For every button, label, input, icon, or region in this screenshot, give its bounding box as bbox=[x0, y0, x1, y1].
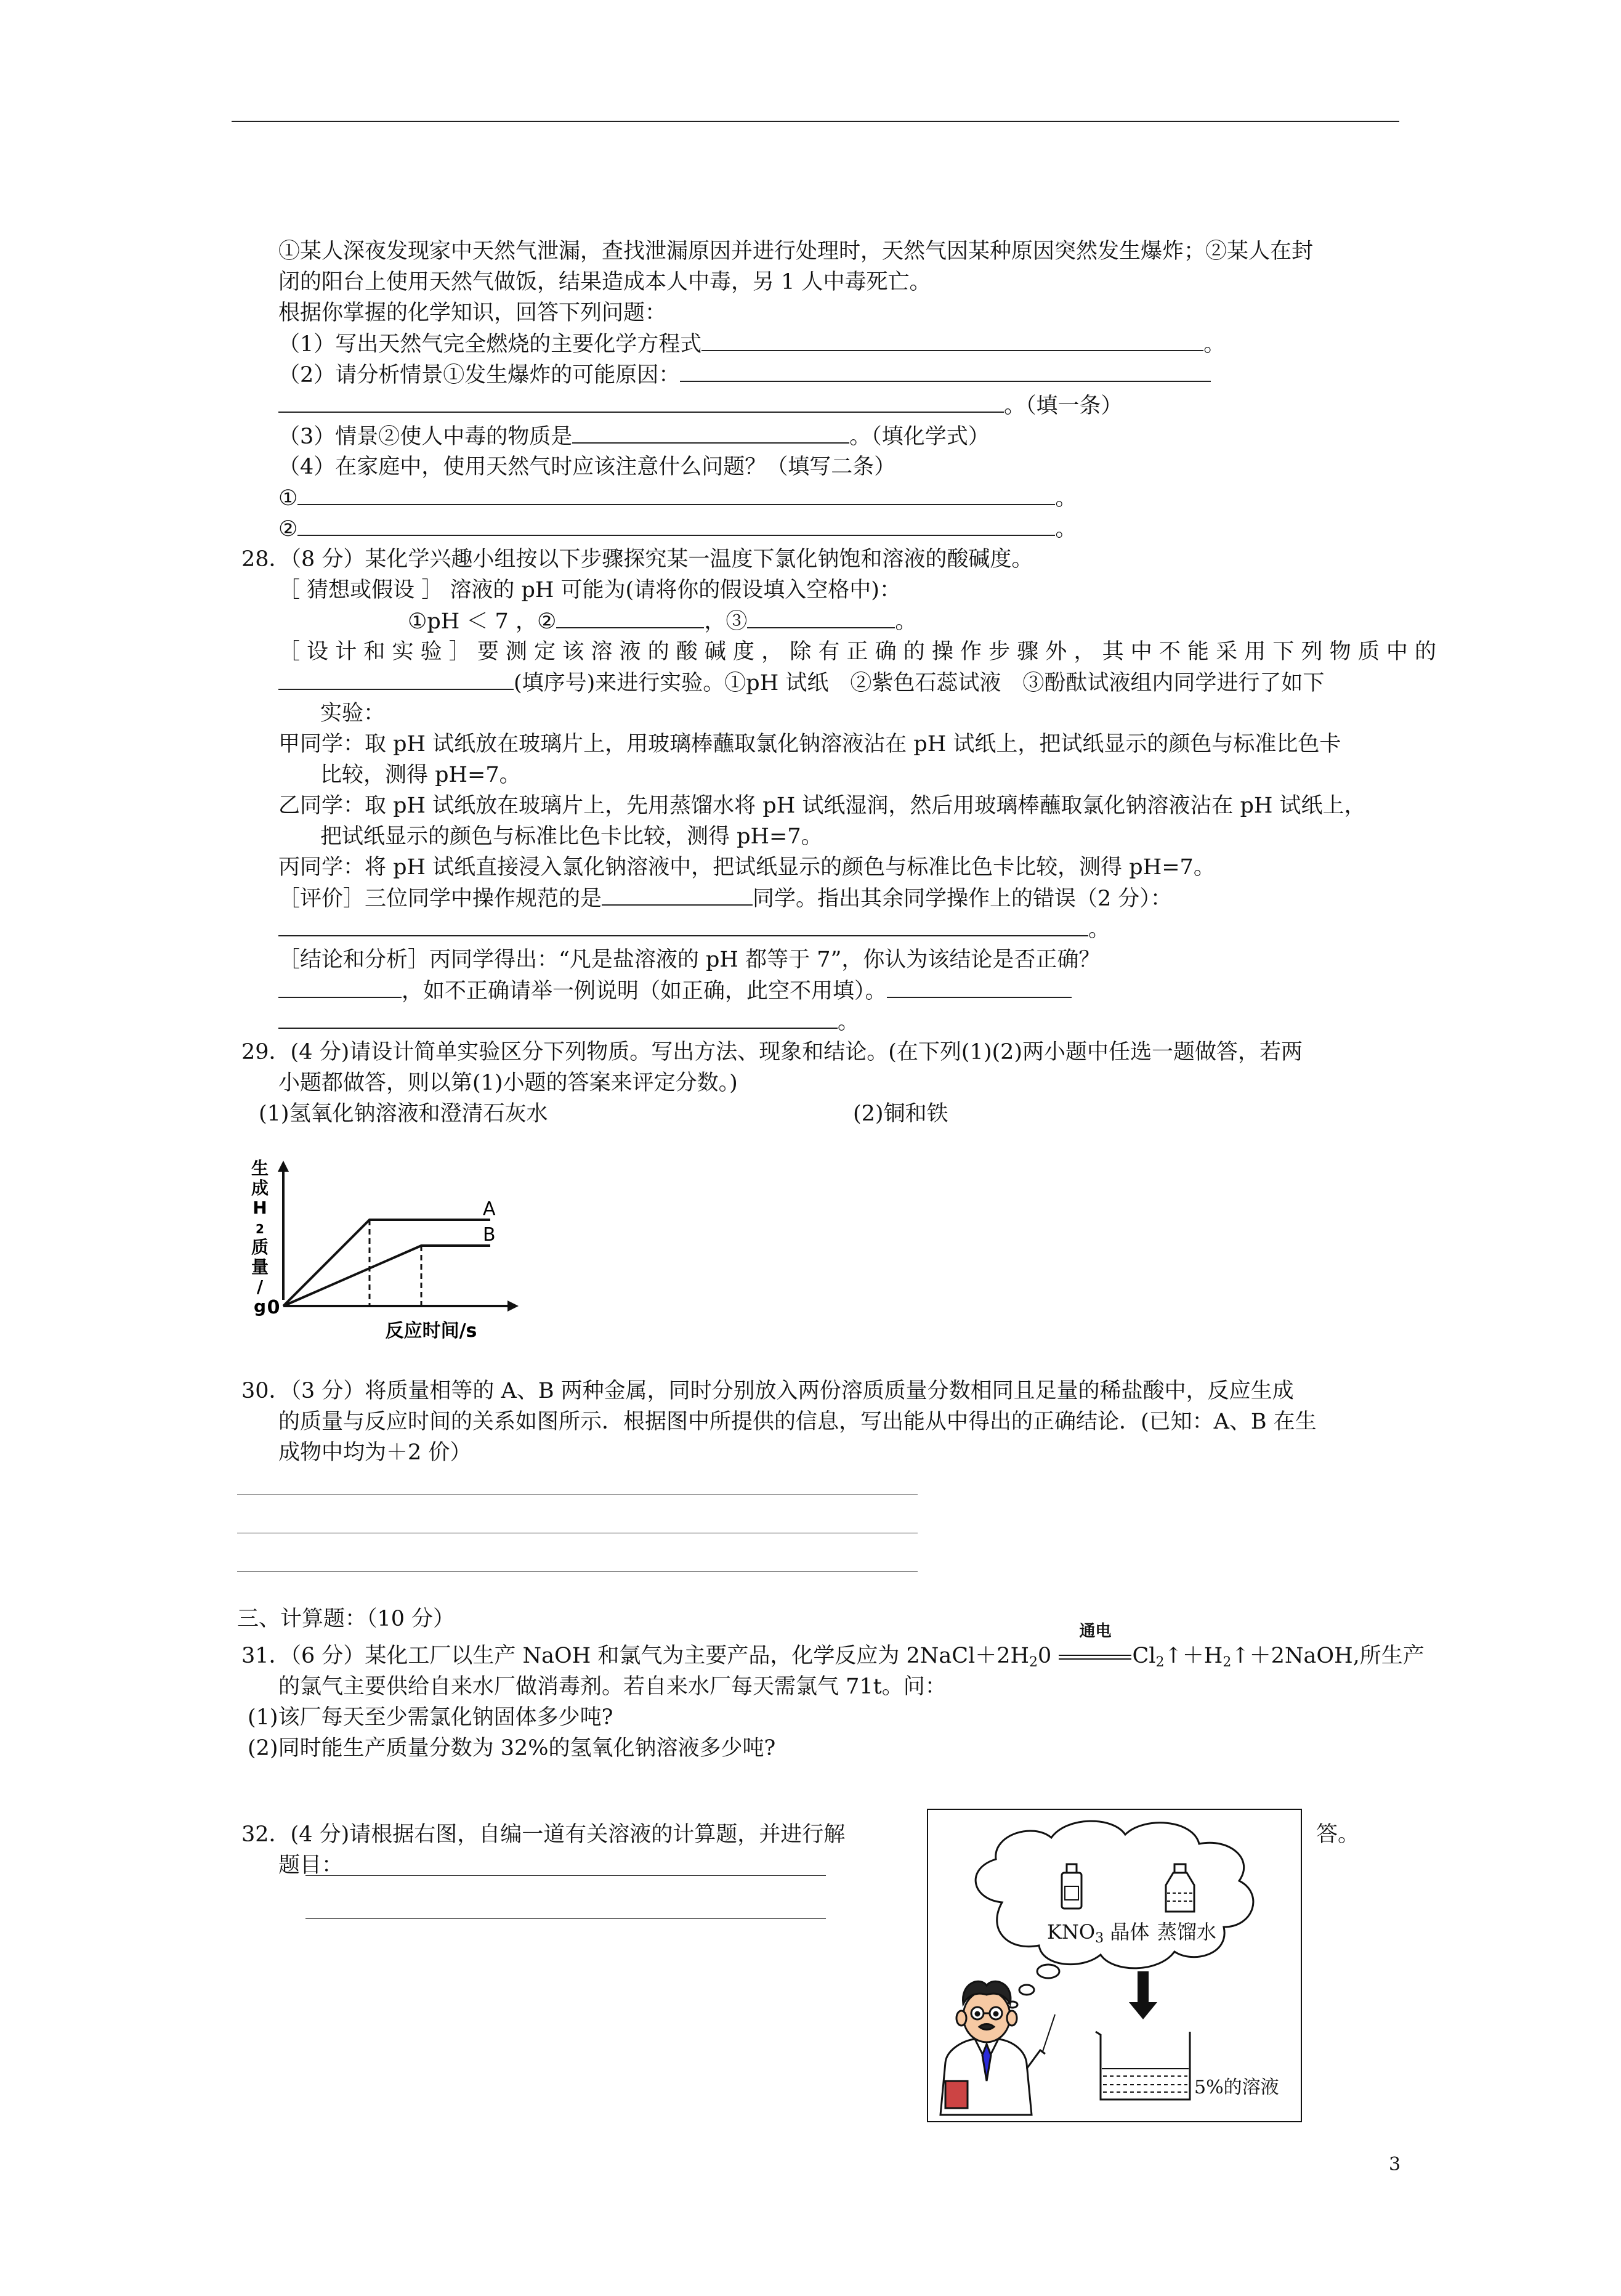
q28-concl-blank-b[interactable] bbox=[887, 976, 1072, 998]
q27-part2-blank-a[interactable] bbox=[680, 360, 1211, 382]
q27-part4-a-blank[interactable] bbox=[297, 483, 1055, 505]
h2-mass-time-chart bbox=[246, 1158, 530, 1355]
q28-conclusion-2 bbox=[278, 976, 1072, 1006]
q28-hypothesis-options bbox=[408, 606, 916, 636]
chart-y-label-char: 量 bbox=[251, 1257, 269, 1277]
q30-line3: 成物中均为＋2 价） bbox=[278, 1440, 472, 1465]
q28-conclusion: ［结论和分析］丙同学得出：“凡是盐溶液的 pH 都等于 7”，你认为该结论是否正确？ bbox=[278, 947, 1101, 972]
q27-part4-a-label: ① bbox=[278, 486, 298, 511]
distilled-water-label: 蒸馏水 bbox=[1157, 1920, 1217, 1944]
q30-line1: 30．（3 分）将质量相等的 A、B 两种金属，同时分别放入两份溶质质量分数相同且足量的稀盐酸中，反应生成 bbox=[241, 1379, 1294, 1403]
beaker-icon bbox=[1096, 2032, 1190, 2099]
q28-jia-2: 比较，测得 pH=7。 bbox=[320, 763, 521, 787]
q31-cl: Cl bbox=[1132, 1644, 1156, 1668]
section-three-heading: 三、计算题：（10 分） bbox=[237, 1607, 455, 1631]
q27-part4-a bbox=[278, 483, 1077, 513]
q28-hypothesis: ［ 猜想或假设 ］ 溶液的 pH 可能为(请将你的假设填入空格中)： bbox=[278, 578, 901, 602]
q32-line1: 32．(4 分)请根据右图，自编一道有关溶液的计算题，并进行解 bbox=[241, 1822, 846, 1847]
header-rule bbox=[232, 121, 1399, 122]
q31-reaction-right: ↑＋2NaOH,所生产 bbox=[1231, 1644, 1425, 1668]
q28-eval-blank-2[interactable] bbox=[278, 914, 1088, 936]
q27-part3-label: （3）情景②使人中毒的物质是 bbox=[278, 424, 573, 449]
q27-line3: 根据你掌握的化学知识，回答下列问题： bbox=[278, 301, 667, 325]
chart-y-arrow bbox=[278, 1161, 289, 1172]
q27-part2-end: 。（填一条） bbox=[1004, 394, 1123, 418]
q32-answer-line-2[interactable] bbox=[305, 1918, 826, 1919]
q30-answer-line-3[interactable] bbox=[237, 1571, 918, 1572]
q31-h2o-o: 0 bbox=[1038, 1644, 1052, 1668]
chart-y-label-char: 生 bbox=[251, 1158, 269, 1178]
q28-conclusion-3 bbox=[278, 1007, 859, 1037]
chart-x-arrow bbox=[507, 1300, 519, 1312]
q28-title: 28．（8 分）某化学兴趣小组按以下步骤探究某一温度下氯化钠饱和溶液的酸碱度。 bbox=[241, 547, 1033, 572]
q27-part4-b bbox=[278, 514, 1077, 544]
down-arrow-icon bbox=[1129, 1971, 1157, 2019]
q31-h2o-sub: 2 bbox=[1029, 1655, 1038, 1670]
q29-title-2: 小题都做答，则以第(1)小题的答案来评定分数。) bbox=[278, 1071, 738, 1095]
chart-y-label-char: / bbox=[256, 1276, 264, 1297]
q27-part4-b-blank[interactable] bbox=[297, 514, 1055, 536]
q32-line2: 题目： bbox=[278, 1853, 344, 1878]
q27-part4-b-label: ② bbox=[278, 517, 298, 542]
q28-eval-end: 。 bbox=[1088, 917, 1110, 942]
q28-bing: 丙同学：将 pH 试纸直接浸入氯化钠溶液中，把试纸显示的颜色与标准比色卡比较，测得 pH=7。 bbox=[278, 855, 1215, 880]
q28-yi-2: 把试纸显示的颜色与标准比色卡比较，测得 pH=7。 bbox=[320, 824, 823, 849]
chart-y-label-char: H bbox=[253, 1198, 267, 1218]
q32-answer-line-1[interactable] bbox=[305, 1875, 826, 1876]
q27-line1: ①某人深夜发现家中天然气泄漏，查找泄漏原因并进行处理时，天然气因某种原因突然发生爆炸；②某人在封 bbox=[278, 239, 1314, 264]
q27-part3-end: 。（填化学式） bbox=[849, 424, 990, 449]
q28-design-3: 实验： bbox=[320, 701, 386, 726]
q28-hyp-opt-b: ，③ bbox=[704, 609, 748, 634]
q27-line2: 闭的阳台上使用天然气做饭，结果造成本人中毒，另 1 人中毒死亡。 bbox=[278, 270, 931, 294]
q28-design: ［ 设 计 和 实 验 ］ 要 测 定 该 溶 液 的 酸 碱 度 ， 除 有 正 确 的 操 作 步 骤 外 ， 其 中 不 能 采 用 下 列 物 质 中 的 bbox=[278, 639, 1437, 664]
q28-hyp-opt-c: 。 bbox=[895, 609, 917, 634]
q27-part1-blank[interactable] bbox=[701, 329, 1203, 351]
chart-y-label-char: g bbox=[253, 1296, 267, 1316]
kno3-crystal-label bbox=[1047, 1920, 1149, 1951]
q27-part1-end: 。 bbox=[1203, 332, 1226, 357]
q28-design-2-text: (填序号)来进行实验。①pH 试纸 ②紫色石蕊试液 ③酚酞试液组内同学进行了如下 bbox=[514, 671, 1325, 696]
teacher-cartoon-icon bbox=[940, 1981, 1055, 2115]
q31-sub2: (2)同时能生产质量分数为 32%的氢氧化钠溶液多少吨? bbox=[248, 1736, 776, 1761]
q28-hyp-blank-3[interactable] bbox=[747, 606, 895, 628]
q29-option-1: (1)氢氧化钠溶液和澄清石灰水 bbox=[259, 1101, 548, 1126]
q28-design-2 bbox=[278, 668, 1324, 698]
q31-reaction-condition bbox=[1058, 1622, 1132, 1671]
q27-part4: （4）在家庭中，使用天然气时应该注意什么问题？（填写二条） bbox=[278, 455, 896, 479]
q32-figure bbox=[927, 1809, 1302, 2122]
q29-option-2: (2)铜和铁 bbox=[853, 1101, 948, 1126]
q28-eval-label: ［评价］三位同学中操作规范的是 bbox=[278, 886, 602, 911]
q29-title: 29．(4 分)请设计简单实验区分下列物质。写出方法、现象和结论。(在下列(1)(2)两小题中任选一题做答，若两 bbox=[241, 1040, 1303, 1065]
solution-label: 5%的溶液 bbox=[1194, 2077, 1279, 2098]
q27-part3 bbox=[278, 421, 990, 452]
q28-eval-label-2: 同学。指出其余同学操作上的错误（2 分）： bbox=[753, 886, 1172, 911]
chart-origin-label: 0 bbox=[267, 1297, 280, 1318]
series-label-b: B bbox=[483, 1224, 496, 1246]
chart-y-label-char: 质 bbox=[251, 1237, 269, 1257]
q27-part2-label: （2）请分析情景①发生爆炸的可能原因： bbox=[278, 363, 681, 387]
chart-y-label-char: 2 bbox=[256, 1222, 264, 1236]
q28-hyp-blank-2[interactable] bbox=[556, 606, 704, 628]
q27-part1 bbox=[278, 329, 1225, 359]
thought-bubble-1 bbox=[1037, 1965, 1059, 1978]
q27-part1-label: （1）写出天然气完全燃烧的主要化学方程式 bbox=[278, 332, 702, 357]
q28-evaluation-2 bbox=[278, 914, 1110, 944]
q31-sub1: (1)该厂每天至少需氯化钠固体多少吨? bbox=[248, 1705, 613, 1730]
q28-hyp-opt-a: ①pH ＜ 7 ，② bbox=[408, 609, 557, 634]
q28-concl-end: 。 bbox=[838, 1010, 860, 1034]
page-number: 3 bbox=[1389, 2154, 1401, 2175]
kno3-text: KNO bbox=[1047, 1920, 1096, 1944]
q27-part2-blank-b[interactable] bbox=[278, 391, 1004, 413]
q27-part4-a-end: 。 bbox=[1055, 486, 1077, 511]
q28-eval-blank[interactable] bbox=[602, 883, 753, 906]
q28-design-blank[interactable] bbox=[278, 668, 514, 690]
q27-part4-b-end: 。 bbox=[1055, 517, 1077, 542]
thought-bubble-2 bbox=[1019, 1985, 1034, 1995]
q28-jia: 甲同学：取 pH 试纸放在玻璃片上，用玻璃棒蘸取氯化钠溶液沾在 pH 试纸上，把试纸显示的颜色与标准比色卡 bbox=[278, 732, 1341, 757]
q31-reaction-left: 31．（6 分）某化工厂以生产 NaOH 和氯气为主要产品，化学反应为 2NaCl＋2H bbox=[241, 1644, 1030, 1668]
q28-yi: 乙同学：取 pH 试纸放在玻璃片上，先用蒸馏水将 pH 试纸湿润，然后用玻璃棒蘸取氯化钠溶液沾在 pH 试纸上， bbox=[278, 793, 1366, 818]
q31-cl-sub: 2 bbox=[1155, 1655, 1165, 1670]
q31-h-sub: 2 bbox=[1223, 1655, 1232, 1670]
chart-y-label-char: 成 bbox=[251, 1178, 269, 1198]
chart-x-label: 反应时间/s bbox=[385, 1320, 477, 1342]
kno3-tail: 晶体 bbox=[1110, 1920, 1150, 1944]
q28-concl-blank-a[interactable] bbox=[278, 976, 402, 998]
q32-line1-end: 答。 bbox=[1316, 1822, 1360, 1847]
q31-condition-text: 通电 bbox=[1079, 1622, 1112, 1641]
q30-line2: 的质量与反应时间的关系如图所示．根据图中所提供的信息，写出能从中得出的正确结论．(已知：A、B 在生 bbox=[278, 1410, 1317, 1434]
series-label-a: A bbox=[483, 1198, 496, 1220]
chart-y-label bbox=[251, 1158, 269, 1316]
q27-part2-cont bbox=[278, 391, 1123, 421]
q31-equals-sign bbox=[1059, 1655, 1131, 1660]
q28-concl-blank-c[interactable] bbox=[278, 1007, 838, 1029]
q31-h: ↑＋H bbox=[1164, 1644, 1223, 1668]
q27-part3-blank[interactable] bbox=[572, 421, 849, 444]
q28-evaluation bbox=[278, 883, 1172, 914]
q28-concl-2-text: ，如不正确请举一例说明（如正确，此空不用填）。 bbox=[402, 979, 887, 1004]
q27-part2 bbox=[278, 360, 1211, 390]
kno3-sub: 3 bbox=[1095, 1931, 1104, 1946]
q31-line2: 的氯气主要供给自来水厂做消毒剂。若自来水厂每天需氯气 71t。问： bbox=[278, 1674, 947, 1699]
q32-figure-art bbox=[928, 1810, 1301, 2121]
